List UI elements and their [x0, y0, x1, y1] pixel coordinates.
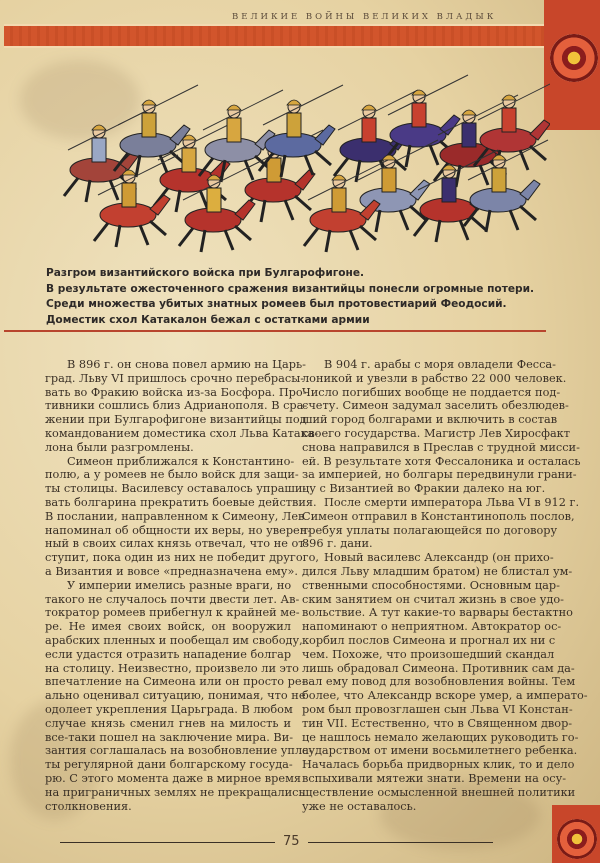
- text-line: цу с Византией во Фракии далеко на юг.: [302, 482, 546, 496]
- rosette-icon: [550, 34, 598, 82]
- paragraph: [45, 454, 319, 579]
- caption-line: В результате ожесточенного сражения византийцы понесли огромные потери.: [46, 282, 535, 295]
- text-line: ре. Не имея своих войск, он вооружил: [45, 620, 291, 634]
- text-line: лишь обрадовал Симеона. Противник сам да-: [302, 661, 575, 675]
- text-line: а Византия и вовсе «предназначена ему».: [45, 564, 298, 578]
- text-line: лона были разгромлены.: [45, 440, 194, 454]
- text-line: ским занятием он считал жизнь в свое удо-: [302, 592, 564, 606]
- text-line: снова направился в Преслав с трудной мисси-: [302, 440, 580, 454]
- text-line: рю. С этого момента даже в мирное время: [45, 771, 301, 785]
- text-line: ственными способностями. Основным цар-: [302, 578, 560, 592]
- text-line: одолеет укрепления Царьграда. В любом: [45, 702, 293, 716]
- text-line: тократор ромеев прибегнул к крайней ме-: [45, 606, 300, 620]
- text-line: корбил послов Симеона и прогнал их ни с: [302, 633, 556, 647]
- text-line: Новый василевс Александр (он прихо-: [324, 551, 554, 565]
- text-line: це нашлось немало желающих руководить го-: [302, 730, 579, 744]
- text-line: ступит, пока один из них не победит другого,: [45, 551, 319, 565]
- text-line: арабских пленных и пообещал им свободу,: [45, 633, 303, 647]
- text-line: напоминают о неприятном. Автократор ос-: [302, 620, 562, 634]
- text-line: на столицу. Неизвестно, произвело ли это: [45, 661, 299, 675]
- running-title: ВЕЛИКИЕ ВОЙНЫ ВЕЛИКИХ ВЛАДЫК: [232, 12, 497, 22]
- text-line: Симеон отправил в Константинополь послов,: [302, 509, 575, 523]
- text-line: вать болгарина прекратить боевые действия.: [45, 495, 317, 509]
- caption-line: Среди множества убитых знатных ромеев был протовестиарий Феодосий.: [46, 298, 507, 310]
- text-line: ты столицы. Василевсу оставалось упраши-: [45, 482, 307, 496]
- text-line: вольствие. А тут какие-то варвары бестактно: [302, 606, 573, 620]
- caption-line: Доместик схол Катакалон бежал с остатками армии: [46, 313, 370, 326]
- text-line: вспыхивали мятежи знати. Времени на осу-: [302, 771, 567, 785]
- text-line: В 904 г. арабы с моря овладели Фесса-: [324, 358, 556, 371]
- text-line: тин VII. Естественно, что в Священном двор-: [302, 716, 573, 730]
- text-line: Число погибших вообще не поддается под-: [302, 385, 561, 399]
- text-line: своего государства. Магистр Лев Хиросфакт: [302, 426, 570, 440]
- text-line: ром был провозглашен сын Льва VI Констан-: [302, 702, 573, 716]
- text-line: на приграничных землях не прекращались: [45, 785, 305, 799]
- paragraph: [45, 578, 313, 814]
- text-line: вать во Фракию войска из-за Босфора. Про-: [45, 385, 307, 399]
- text-line: 896 г. дани.: [302, 537, 373, 551]
- text-line: лоникой и увезли в рабство 22 000 человек.: [302, 371, 567, 385]
- text-line: Симеон приближался к Константино-: [67, 454, 295, 468]
- text-line: все-таки пошел на заключение мира. Ви-: [45, 730, 294, 744]
- text-line: град. Льву VI пришлось срочно перебрасы-: [45, 371, 305, 385]
- text-line: жении при Булгарофигоне византийцы под: [45, 413, 307, 427]
- paragraph: [302, 358, 581, 496]
- paragraph: [302, 495, 580, 551]
- text-line: если удастся отразить нападение болгар: [45, 647, 292, 661]
- text-line: более, что Александр вскоре умер, а императо-: [302, 689, 588, 703]
- text-line: После смерти императора Льва VI в 912 г.: [324, 495, 580, 509]
- text-line: полю, а у ромеев не было войск для защи-: [45, 468, 299, 482]
- rider-figure: [304, 160, 388, 252]
- text-line: ществление осмысленной внешней политики: [302, 785, 576, 799]
- paragraph: [302, 551, 588, 813]
- page-number: 75: [283, 834, 300, 849]
- text-line: У империи имелись разные враги, но: [67, 578, 292, 592]
- text-line: напоминал об общности их веры, но уверен-: [45, 523, 312, 537]
- text-line: столкновения.: [45, 799, 132, 813]
- ornament-bottom-right: [552, 805, 600, 863]
- text-column-right: [302, 358, 588, 813]
- battle-cavalry-illustration: [38, 50, 550, 258]
- text-line: за империей, но болгары передвинули грани-: [302, 468, 577, 482]
- text-line: Началась борьба придворных клик, то и дело: [302, 758, 575, 772]
- text-line: ный в своих силах князь отвечал, что не от-: [45, 537, 309, 551]
- text-line: впечатление на Симеона или он просто ре-: [45, 675, 306, 689]
- text-line: ший город болгарами и включить в состав: [302, 413, 558, 427]
- text-line: тивники сошлись близ Адрианополя. В сра-: [45, 399, 308, 413]
- text-line: сударством от имени восьмилетнего ребенка.: [302, 744, 578, 758]
- text-line: вал ему повод для возобновления войны. Тем: [302, 675, 576, 689]
- text-line: ты регулярной дани болгарскому госуда-: [45, 758, 293, 772]
- paragraph: [45, 358, 319, 455]
- text-line: В послании, направленном к Симеону, Лев: [45, 509, 305, 523]
- text-line: ально оценивал ситуацию, понимая, что не: [45, 689, 306, 703]
- text-line: требуя уплаты полагающейся по договору: [302, 523, 558, 537]
- decorative-band: [4, 24, 546, 48]
- divider-rule: [4, 330, 546, 332]
- text-line: такого не случалось почти двести лет. Ав-: [45, 592, 300, 606]
- caption-line: Разгром византийского войска при Булгарофигоне.: [46, 267, 365, 279]
- illustration-caption: [46, 266, 534, 328]
- text-line: дился Льву младшим братом) не блистал ум-: [302, 564, 573, 578]
- text-line: ей. В результате хотя Фессалоника и осталась: [302, 454, 581, 468]
- ornament-top-right: [544, 0, 600, 130]
- footer-rule-right: [308, 842, 493, 843]
- footer-rule-left: [60, 842, 275, 843]
- text-column-left: [45, 358, 319, 813]
- text-line: В 896 г. он снова повел армию на Царь-: [67, 358, 306, 371]
- text-line: чем. Похоже, что произошедший скандал: [302, 647, 555, 661]
- text-line: уже не оставалось.: [302, 799, 417, 813]
- text-line: случае князь сменил гнев на милость и: [45, 716, 291, 730]
- text-line: командованием доместика схол Льва Катака-: [45, 426, 319, 440]
- text-line: зантия соглашалась на возобновление упла-: [45, 744, 313, 758]
- rosette-icon: [557, 819, 597, 859]
- text-line: счету. Симеон задумал заселить обезлюдев-: [302, 399, 569, 413]
